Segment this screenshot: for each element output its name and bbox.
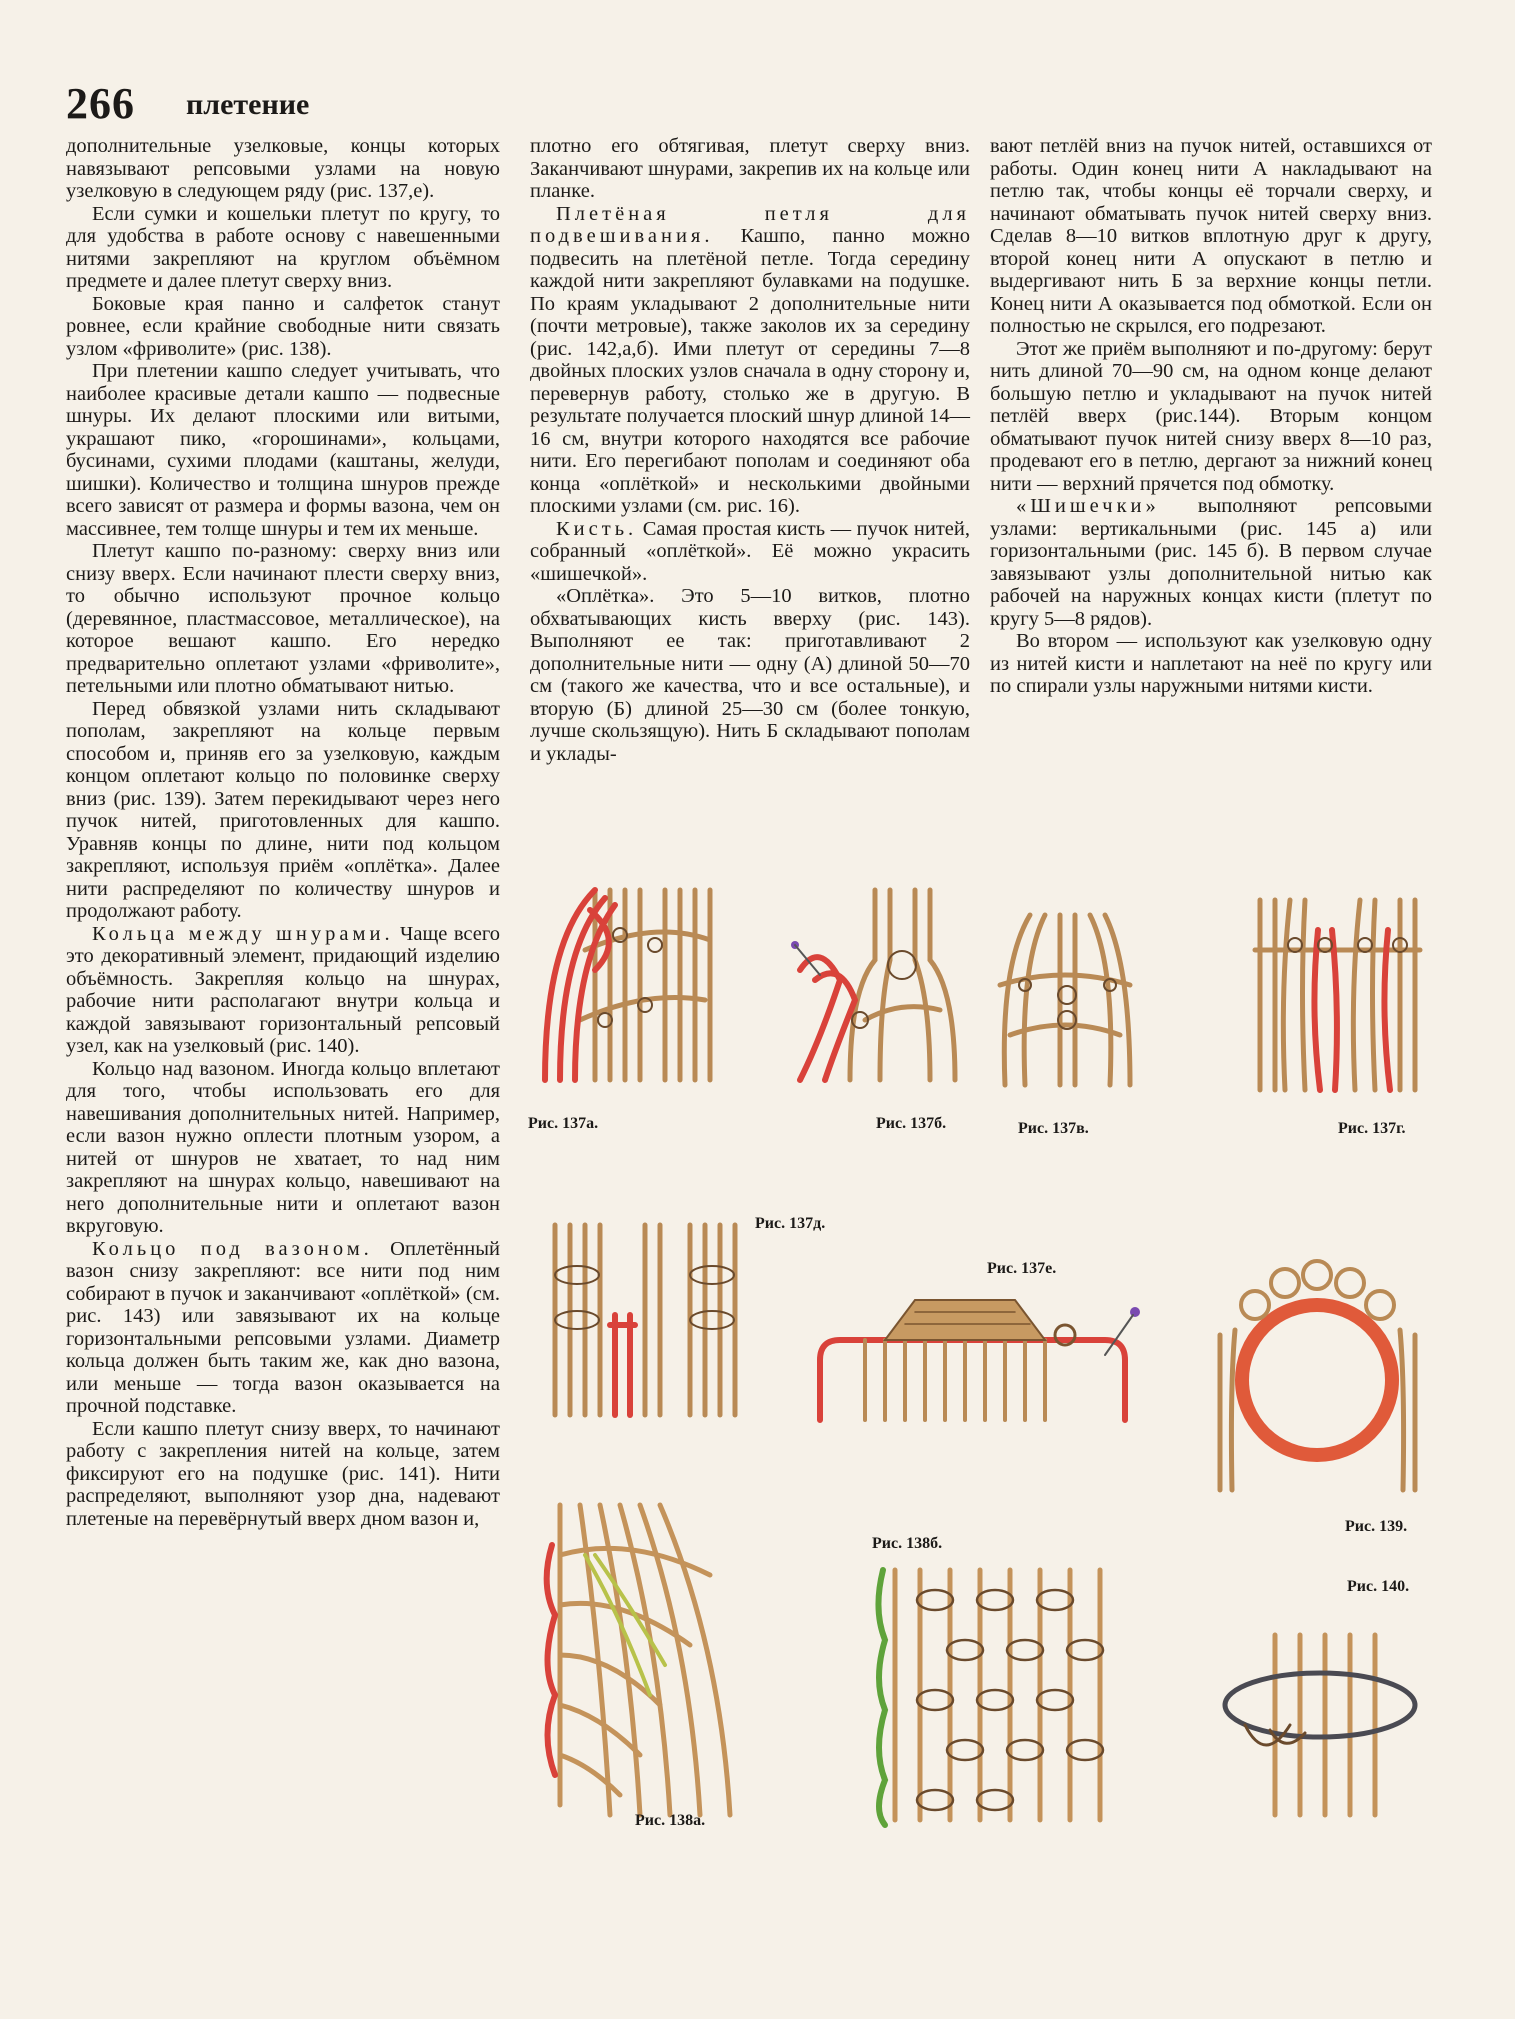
caption-140: Рис. 140.	[1347, 1578, 1410, 1595]
paragraph: При плетении кашпо следует учитывать, что наиболее красивые детали кашпо — подвесные шнуры. Их делают плоскими или витыми, украшают пико, «горошинами», кольцами, бусинами, сухими плодами (каштаны, желуди, шишки). Количество и толщина шнуров прежде всего зависят от размера и формы вазона, чем он массивнее, тем толще шнуры и тем их меньше.	[66, 360, 500, 540]
paragraph: Перед обвязкой узлами нить складывают пополам, закрепляют на кольце первым способом и, приняв его за узелковую, каждым концом оплетают кольцо по половинке сверху вниз (рис. 139). Затем перекидывают через него пучок нитей, приготовленных для кашпо. Уравняв концы по длине, нити под кольцом закрепляют, используя приём «оплётка». Далее нити распределяют по количеству шнуров и продолжают работу.	[66, 697, 500, 922]
figure-137g-illustration	[1240, 890, 1430, 1100]
subheading: Плетёная петля для подвешивания.	[530, 202, 970, 247]
paragraph: Во втором — используют как узелковую одну из нитей кисти и наплетают на неё по кругу или по спирали узлы наружными нитями кисти.	[990, 630, 1432, 697]
page-header	[66, 78, 310, 128]
paragraph: плотно его обтягивая, плетут сверху вниз. Заканчивают шнурами, закрепив их на кольце или планке.	[530, 135, 970, 202]
text-column-3	[990, 135, 1432, 698]
caption-137d: Рис. 137д.	[755, 1215, 826, 1232]
figure-137a-illustration	[525, 880, 720, 1090]
paragraph	[66, 923, 500, 1058]
page-number: 266	[66, 79, 135, 128]
paragraph-text: Самая простая кисть — пучок нитей, собранный «оплёткой». Её можно украсить «шишечкой».	[530, 517, 970, 585]
figure-139-illustration	[1210, 1255, 1425, 1500]
paragraph: Если кашпо плетут снизу вверх, то начинают работу с закрепления нитей на кольце, затем фиксируют его на подушке (рис. 141). Нити распределяют, выполняют узор дна, надевают плетеные на перевёрнутый вверх дном вазон и,	[66, 1417, 500, 1530]
figure-140-illustration	[1215, 1625, 1425, 1825]
paragraph-text: Кашпо, панно можно подвесить на плетёной петле. Тогда середину каждой нити закрепляют булавками на подушке. По краям укладывают 2 дополнительные нити (почти метровые), также заколов их за середину (рис. 142,а,б). Ими плетут от середины 7—8 двойных плоских узлов сначала в одну сторону и, перевернув работу, столько же в другую. В результате получается плоский шнур длиной 14—16 см, внутри которого находятся все рабочие нити. Его перегибают пополам и соединяют оба конца «оплёткой» и несколькими двойными плоскими узлами (см. рис. 16).	[530, 225, 970, 517]
section-title: плетение	[186, 88, 310, 121]
figure-137e-illustration	[815, 1290, 1145, 1430]
caption-137b: Рис. 137б.	[876, 1115, 947, 1132]
paragraph: дополнительные узелковые, концы которых навязывают репсовыми узлами на новую узелковую в следующем ряду (рис. 137,е).	[66, 135, 500, 202]
figure-137d-illustration	[540, 1215, 755, 1425]
paragraph-text: Чаще всего это декоративный элемент, придающий изделию объёмность. Закрепляя кольцо на шнурах, рабочие нити располагают внутри кольца и каждой завязывают горизонтальный репсовый узел, как на узелковый (рис. 140).	[66, 922, 500, 1057]
subheading: Кисть.	[556, 517, 638, 540]
paragraph: Если сумки и кошельки плетут по кругу, то для удобства в работе основу с навешенными нитями закрепляют на круглом объёмном предмете и далее плетут сверху вниз.	[66, 202, 500, 292]
caption-137a: Рис. 137а.	[528, 1115, 599, 1132]
paragraph	[530, 203, 970, 518]
paragraph: вают петлёй вниз на пучок нитей, оставшихся от работы. Один конец нити А накладывают на петлю так, чтобы концы её торчали сверху, и начинают обматывать пучок нитей сверху вниз. Сделав 8—10 витков вплотную друг к другу, второй конец нити А опускают в петлю и выдергивают нить Б за верхние концы петли. Конец нити А оказывается под обмоткой. Если он полностью не скрылся, его подрезают.	[990, 135, 1432, 337]
caption-137g: Рис. 137г.	[1338, 1120, 1406, 1137]
figure-137v-illustration	[990, 905, 1140, 1095]
subheading: Кольцо под вазоном.	[92, 1237, 373, 1260]
paragraph-text: выполняют репсовыми узлами: вертикальными (рис. 145 а) или горизонтальными (рис. 145 б). В первом случае завязывают узлы дополнительной нитью как рабочей на наружных концах кисти (плетут по кругу 5—8 рядов).	[990, 495, 1432, 630]
paragraph: Боковые края панно и салфеток станут ровнее, если крайние свободные нити связать узлом «фриволите» (рис. 138).	[66, 292, 500, 360]
paragraph: «Оплётка». Это 5—10 витков, плотно обхватывающих кисть вверху (рис. 143). Выполняют ее так: приготавливают 2 дополнительные нити — одну (А) длиной 50—70 см (такого же качества, что и все остальные), и вторую (Б) длиной 25—30 см (более тонкую, лучше скользящую). Нить Б складывают пополам и уклады-	[530, 585, 970, 765]
subheading: «Шишечки»	[1016, 495, 1160, 517]
caption-137v: Рис. 137в.	[1018, 1120, 1089, 1137]
caption-138b: Рис. 138б.	[872, 1535, 943, 1552]
subheading: Кольца между шнурами.	[92, 922, 394, 945]
paragraph-text: Оплетённый вазон снизу закрепляют: все нити под ним собирают в пучок и заканчивают «оплёткой» (см. рис. 143) или завязывают их на кольце горизонтальными репсовыми узлами. Диаметр кольца должен быть таким же, как дно вазона, или меньше — тогда вазон оказывается на прочной подставке.	[66, 1237, 500, 1417]
paragraph: Кольцо над вазоном. Иногда кольцо вплетают для того, чтобы использовать его для навешивания дополнительных нитей. Например, если вазон нужно оплести плотным узором, а нитей от шнуров не хватает, то над ним закрепляют на шнурах кольцо, навешивают на него дополнительные нити и оплетают вазон вкруговую.	[66, 1057, 500, 1237]
caption-137e: Рис. 137е.	[987, 1260, 1057, 1277]
text-column-2	[530, 135, 970, 765]
paragraph	[66, 1238, 500, 1418]
figure-138b-illustration	[865, 1560, 1130, 1830]
paragraph	[530, 518, 970, 586]
caption-138a: Рис. 138а.	[635, 1812, 706, 1829]
text-column-1	[66, 135, 500, 1530]
caption-139: Рис. 139.	[1345, 1518, 1408, 1535]
figure-138a-illustration	[540, 1495, 750, 1825]
paragraph: Этот же приём выполняют и по-другому: берут нить длиной 70—90 см, на одном конце делают большую петлю и укладывают на пучок нитей петлёй вверх (рис.144). Вторым концом обматывают пучок нитей снизу вверх 8—10 раз, продевают его в петлю, дергают за нижний конец нити — верхний прячется под обмотку.	[990, 337, 1432, 495]
paragraph: Плетут кашпо по-разному: сверху вниз или снизу вверх. Если начинают плести сверху вниз, то обычно используют прочное кольцо (деревянное, пластмассовое, металлическое), на которое вешают кашпо. Его нередко предварительно оплетают узлами «фриволите», петельными или плотно обматывают нитью.	[66, 540, 500, 697]
figure-137b-illustration	[780, 880, 970, 1090]
paragraph	[990, 495, 1432, 630]
